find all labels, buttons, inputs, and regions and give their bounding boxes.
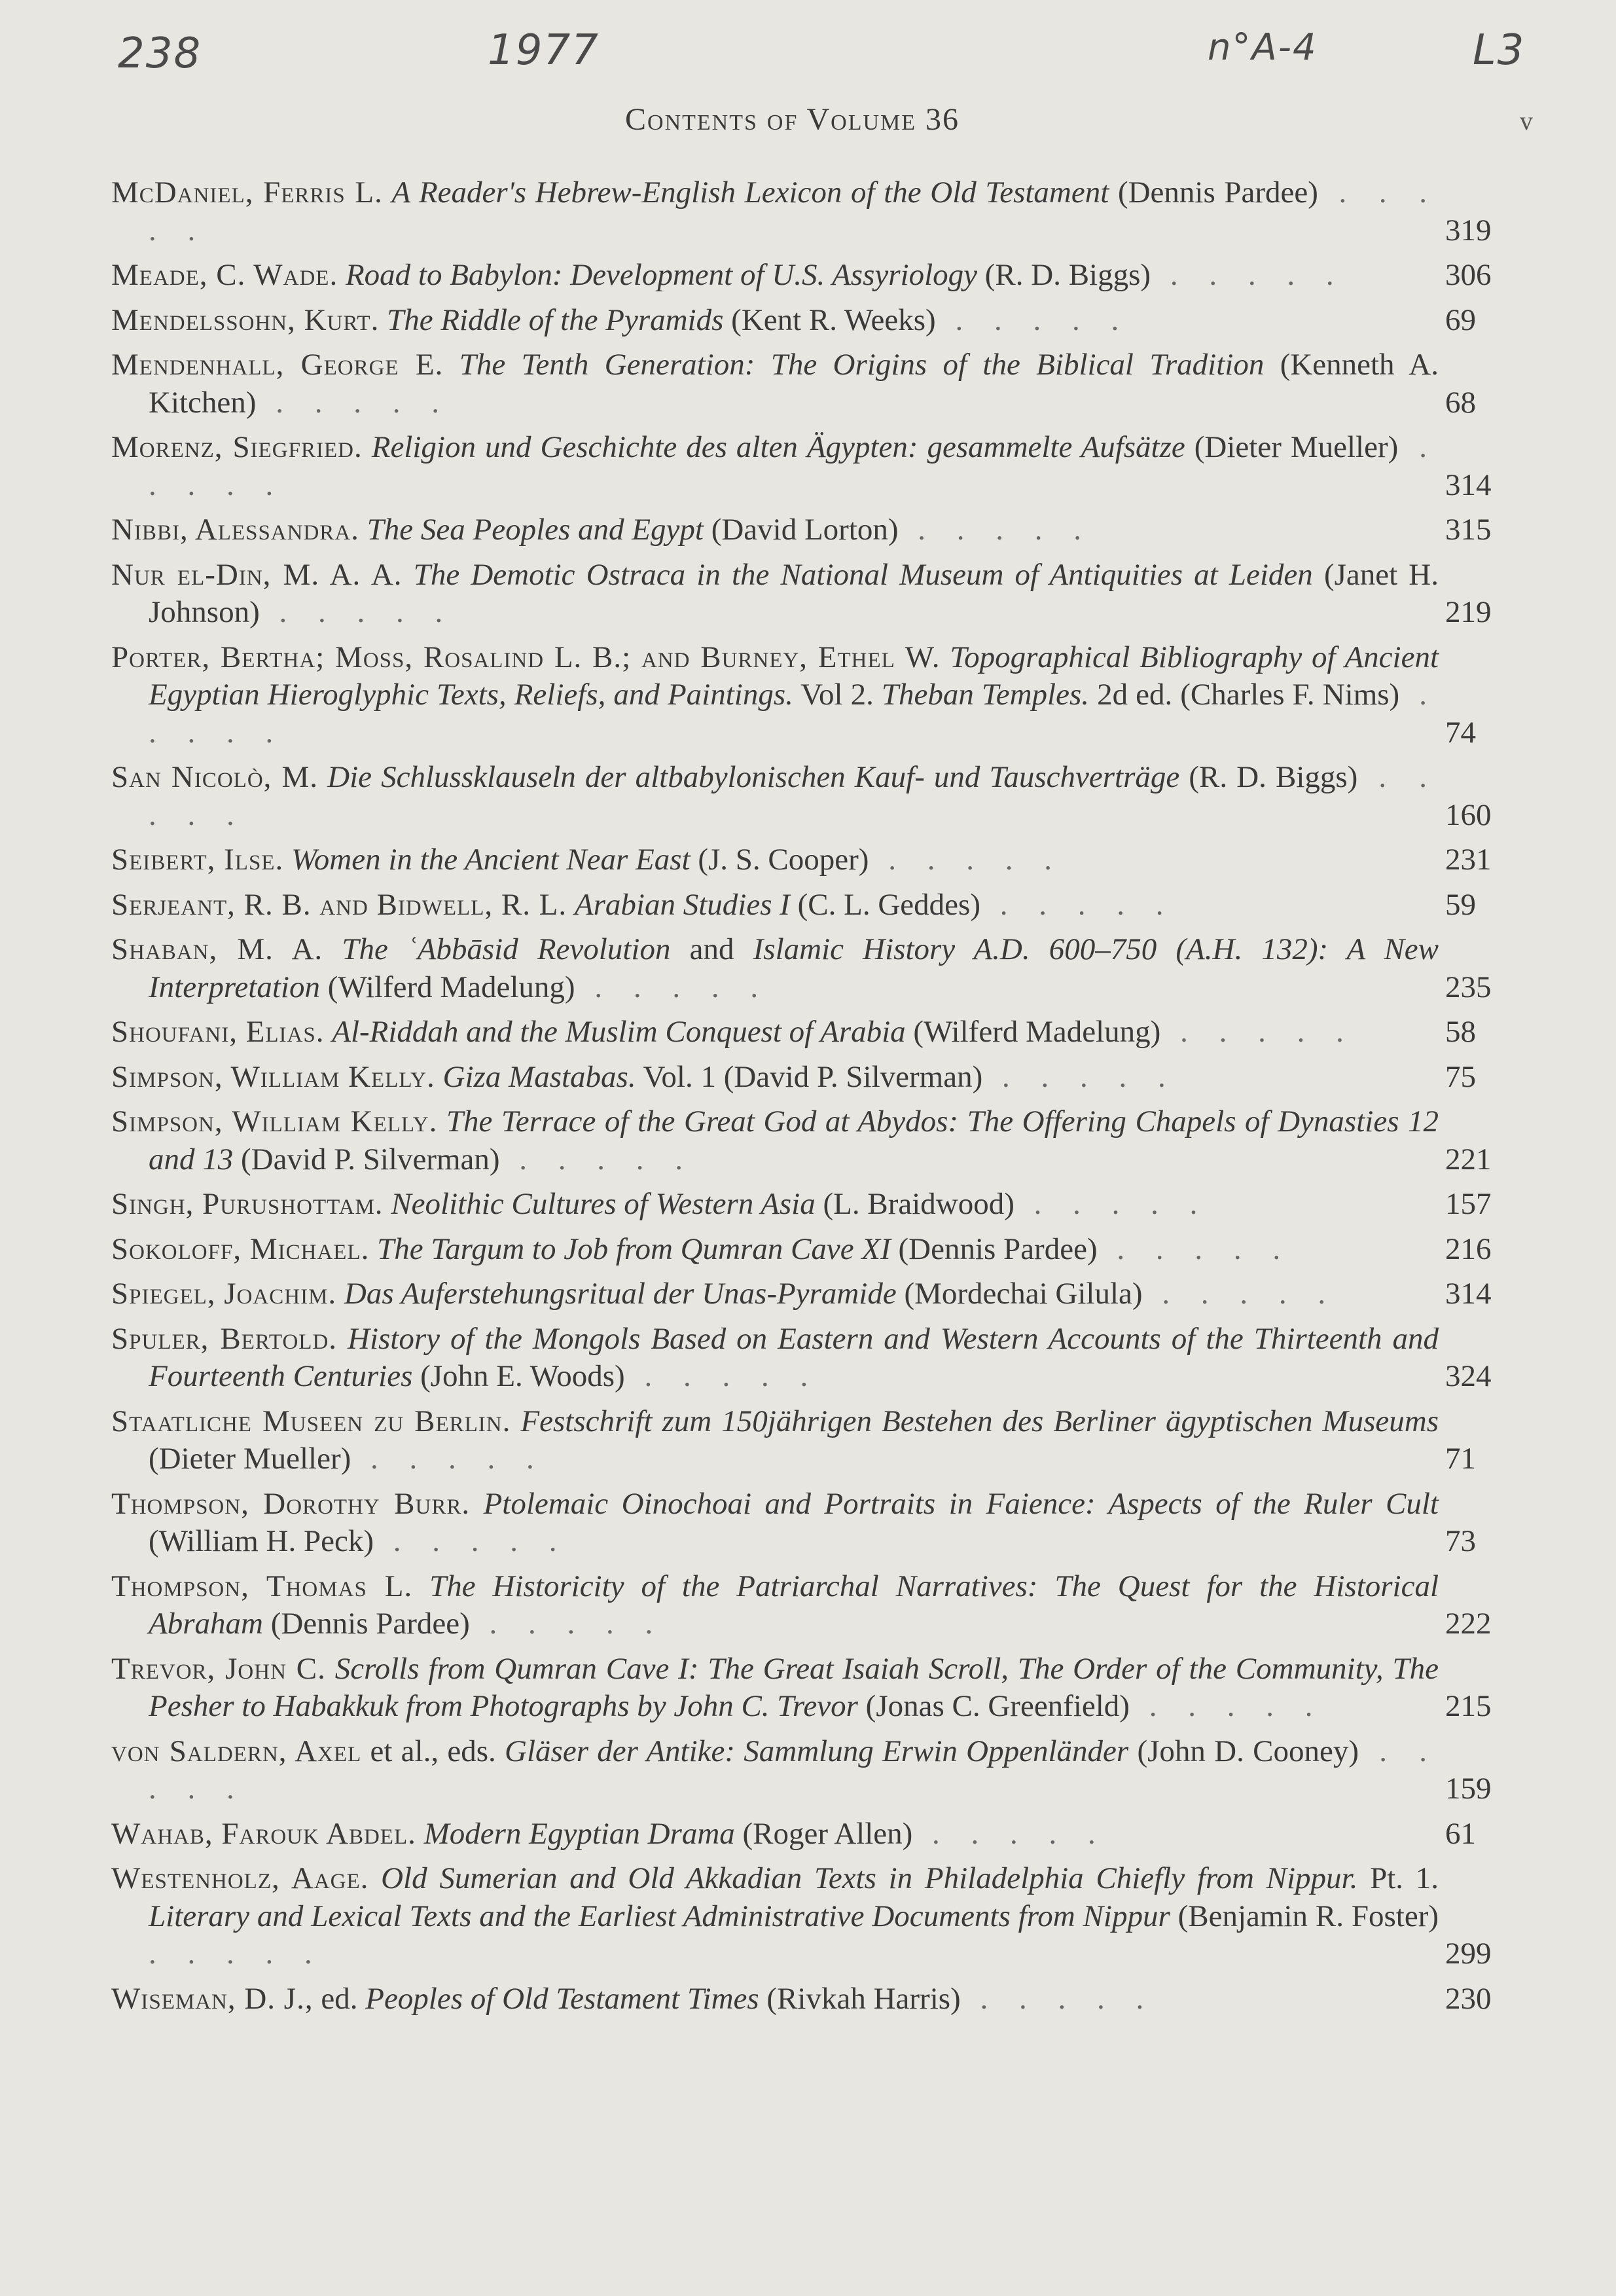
entry-page-number: 58 [1445, 1015, 1476, 1049]
contents-entry [111, 1321, 1537, 1396]
entry-title: Giza Mastabas. [442, 1059, 636, 1094]
entry-author: Nibbi, Alessandra. [111, 513, 359, 547]
entry-author: Sokoloff, Michael. [111, 1231, 370, 1266]
dot-leader: . . . . . [149, 760, 1439, 832]
entry-author: Morenz, Siegfried. [111, 430, 363, 464]
entry-reviewer: (R. D. Biggs) [1189, 760, 1358, 794]
contents-entry [111, 1231, 1537, 1269]
entry-author: Wiseman, D. J., [111, 1981, 314, 2016]
entry-author: Staatliche Museen zu Berlin. [111, 1404, 511, 1438]
entry-page-number: 216 [1445, 1231, 1492, 1266]
dot-leader: . . . . . [256, 385, 451, 420]
entry-author: Singh, Purushottam. [111, 1187, 384, 1221]
entry-page-number: 306 [1445, 258, 1492, 292]
entry-page-number: 221 [1445, 1142, 1492, 1176]
entry-title: Peoples of Old Testament Times [365, 1981, 759, 2016]
dot-leader: . . . . . [149, 1734, 1439, 1806]
dot-leader: . . . . . [149, 175, 1439, 247]
entry-page-number: 59 [1445, 887, 1476, 922]
entry-author: Spiegel, Joachim. [111, 1277, 337, 1311]
entry-reviewer: (Janet H. Johnson) [149, 557, 1439, 629]
entry-author: Serjeant, R. B. and Bidwell, R. L. [111, 887, 567, 922]
entry-page-number: 314 [1445, 467, 1492, 502]
contents-entry [111, 1403, 1537, 1478]
contents-entry [111, 346, 1537, 422]
entry-note: ed. [321, 1981, 358, 2016]
entry-note: and [689, 932, 734, 966]
entry-title: Die Schlussklauseln der altbabylonischen Kauf- und Tauschverträge [327, 760, 1180, 794]
contents-entry [111, 1013, 1537, 1051]
entry-page-number: 160 [1445, 797, 1492, 832]
entry-reviewer: (C. L. Geddes) [797, 887, 980, 922]
entry-reviewer: (Dieter Mueller) [149, 1442, 351, 1476]
contents-entry [111, 1059, 1537, 1097]
handwritten-number: 238 [118, 29, 202, 78]
contents-entry [111, 841, 1537, 879]
contents-entry [111, 1568, 1537, 1643]
entry-title: A Reader's Hebrew-English Lexicon of the Old Testament [391, 175, 1109, 210]
entry-author: von Saldern, Axel [111, 1734, 362, 1768]
header-page-number: v [1520, 106, 1533, 136]
dot-leader: . . . . . [1097, 1231, 1293, 1266]
contents-entry [111, 1815, 1537, 1853]
contents-entry [111, 759, 1537, 834]
entry-title: The Tenth Generation: The Origins of the Biblical Tradition [459, 348, 1265, 382]
entry-title: The Demotic Ostraca in the National Museum of Antiquities at Leiden [413, 557, 1313, 592]
entry-author: Spuler, Bertold. [111, 1321, 338, 1356]
entry-reviewer: (Kenneth A. Kitchen) [149, 348, 1439, 420]
entry-title: The Sea Peoples and Egypt [367, 513, 704, 547]
entry-page-number: 315 [1445, 513, 1492, 547]
handwritten-code: L3 [1473, 26, 1526, 75]
dot-leader: . . . . . [898, 513, 1094, 547]
entry-author: Mendelssohn, Kurt. [111, 302, 380, 337]
entry-page-number: 157 [1445, 1187, 1492, 1221]
entry-title: Islamic History A.D. 600–750 (A.H. 132): A New Interpretation [149, 932, 1439, 1004]
entry-page-number: 74 [1445, 715, 1476, 750]
entry-reviewer: (L. Braidwood) [823, 1187, 1014, 1221]
entry-author: Wahab, Farouk Abdel. [111, 1816, 416, 1851]
entry-author: Simpson, William Kelly. [111, 1104, 438, 1139]
contents-entry [111, 1485, 1537, 1561]
entry-title: Theban Temples. [881, 678, 1090, 712]
dot-leader: . . . . . [935, 302, 1131, 337]
entry-title: The Historicity of the Patriarchal Narratives: The Quest for the Historical Abraham [149, 1569, 1439, 1641]
entry-reviewer: (J. S. Cooper) [698, 843, 869, 877]
entry-author: Westenholz, Aage. [111, 1861, 369, 1895]
entry-reviewer: (Dennis Pardee) [898, 1231, 1098, 1266]
dot-leader: . . . . . [960, 1981, 1156, 2016]
entry-page-number: 222 [1445, 1607, 1492, 1641]
entry-page-number: 159 [1445, 1772, 1492, 1806]
running-title: Contents of Volume 36 [625, 102, 960, 137]
entry-reviewer: (Jonas C. Greenfield) [865, 1689, 1130, 1723]
entry-title: Neolithic Cultures of Western Asia [391, 1187, 816, 1221]
contents-entry [111, 1186, 1537, 1224]
entry-page-number: 69 [1445, 302, 1476, 337]
contents-entry [111, 1650, 1537, 1726]
dot-leader: . . . . . [624, 1359, 820, 1393]
entry-page-number: 71 [1445, 1442, 1476, 1476]
contents-entry [111, 511, 1537, 549]
entry-author: Meade, C. Wade. [111, 258, 338, 292]
entry-page-number: 61 [1445, 1816, 1476, 1851]
entry-title: The Targum to Job from Qumran Cave XI [377, 1231, 891, 1266]
contents-entry [111, 1980, 1537, 2018]
dot-leader: . . . . . [149, 430, 1439, 502]
dot-leader: . . . . . [575, 970, 770, 1004]
entry-author: Shaban, M. A. [111, 932, 323, 966]
dot-leader: . . . . . [351, 1442, 546, 1476]
entry-title: Ptolemaic Oinochoai and Portraits in Faience: Aspects of the Ruler Cult [483, 1486, 1439, 1521]
entry-title: The Terrace of the Great God at Abydos: The Offering Chapels of Dynasties 12 and 13 [149, 1104, 1439, 1176]
entry-reviewer: (R. D. Biggs) [984, 258, 1151, 292]
dot-leader: . . . . . [149, 678, 1439, 750]
contents-entry [111, 1103, 1537, 1178]
handwritten-year: 1977 [488, 26, 600, 75]
entry-title: Road to Babylon: Development of U.S. Assyriology [345, 258, 978, 292]
entry-reviewer: (Mordechai Gilula) [904, 1277, 1143, 1311]
dot-leader: . . . . . [1142, 1277, 1338, 1311]
entry-title: Modern Egyptian Drama [423, 1816, 735, 1851]
entry-title: Scrolls from Qumran Cave I: The Great Isaiah Scroll, The Order of the Community, The Pesher to Habakkuk from Photographs by John C. Trevor [149, 1651, 1439, 1723]
entry-title: Literary and Lexical Texts and the Earliest Administrative Documents from Nippur [149, 1899, 1170, 1933]
entry-reviewer: (Wilferd Madelung) [327, 970, 575, 1004]
entry-author: Thompson, Thomas L. [111, 1569, 413, 1603]
entry-title: Gläser der Antike: Sammlung Erwin Oppenländer [505, 1734, 1129, 1768]
entry-title: Das Auferstehungsritual der Unas-Pyramide [344, 1277, 897, 1311]
contents-entry [111, 302, 1537, 340]
entry-reviewer: (David P. Silverman) [723, 1059, 983, 1094]
entry-reviewer: (John E. Woods) [420, 1359, 625, 1393]
entry-reviewer: (Dennis Pardee) [1117, 175, 1318, 210]
entry-page-number: 299 [1445, 1937, 1492, 1971]
dot-leader: . . . . . [1129, 1689, 1325, 1723]
contents-entry [111, 886, 1537, 924]
contents-entry [111, 556, 1537, 632]
dot-leader: . . . . . [1151, 258, 1346, 292]
contents-entry [111, 1860, 1537, 1973]
dot-leader: . . . . . [374, 1524, 569, 1558]
entry-reviewer: (William H. Peck) [149, 1524, 374, 1558]
entry-note: Pt. 1. [1370, 1861, 1439, 1895]
dot-leader: . . . . . [469, 1607, 665, 1641]
entry-page-number: 230 [1445, 1981, 1492, 2016]
dot-leader: . . . . . [869, 843, 1064, 877]
entry-reviewer: (Benjamin R. Foster) [1177, 1899, 1439, 1933]
entry-page-number: 324 [1445, 1359, 1492, 1393]
entry-note: et al., eds. [370, 1734, 496, 1768]
entry-page-number: 68 [1445, 385, 1476, 420]
contents-list [111, 174, 1537, 2025]
contents-entry [111, 257, 1537, 295]
dot-leader: . . . . . [982, 1059, 1177, 1094]
entry-author: Simpson, William Kelly. [111, 1059, 435, 1094]
entry-reviewer: (Kent R. Weeks) [731, 302, 936, 337]
entry-page-number: 235 [1445, 970, 1492, 1004]
entry-title: Festschrift zum 150jährigen Bestehen des Berliner ägyptischen Museums [520, 1404, 1439, 1438]
entry-page-number: 75 [1445, 1059, 1476, 1094]
entry-title: Arabian Studies I [574, 887, 790, 922]
entry-reviewer: (David P. Silverman) [241, 1142, 500, 1176]
entry-title: Old Sumerian and Old Akkadian Texts in Philadelphia Chiefly from Nippur. [381, 1861, 1358, 1895]
entry-author: San Nicolò, M. [111, 760, 319, 794]
entry-note: 2d ed. [1097, 678, 1173, 712]
entry-author: Thompson, Dorothy Burr. [111, 1486, 471, 1521]
entry-page-number: 319 [1445, 213, 1492, 247]
entry-reviewer: (Dieter Mueller) [1194, 430, 1399, 464]
entry-title: The Riddle of the Pyramids [387, 302, 724, 337]
dot-leader: . . . . . [499, 1142, 695, 1176]
dot-leader: . . . . . [259, 595, 455, 629]
entry-reviewer: (Rivkah Harris) [766, 1981, 961, 2016]
contents-entry [111, 639, 1537, 752]
entry-reviewer: (Roger Allen) [742, 1816, 913, 1851]
entry-reviewer: (John D. Cooney) [1137, 1734, 1359, 1768]
entry-author: Shoufani, Elias. [111, 1015, 325, 1049]
contents-entry [111, 174, 1537, 249]
dot-leader: . . . . . [980, 887, 1176, 922]
entry-reviewer: (Dennis Pardee) [270, 1607, 470, 1641]
entry-page-number: 231 [1445, 843, 1492, 877]
entry-author: Nur el-Din, M. A. A. [111, 557, 403, 592]
dot-leader: . . . . . [149, 1937, 324, 1971]
entry-note: Vol 2. [800, 678, 874, 712]
entry-title: Religion und Geschichte des alten Ägypten: gesammelte Aufsätze [371, 430, 1185, 464]
page-header [0, 101, 1616, 147]
entry-page-number: 314 [1445, 1277, 1492, 1311]
entry-reviewer: (Charles F. Nims) [1180, 678, 1400, 712]
entry-title: Topographical Bibliography of Ancient Egyptian Hieroglyphic Texts, Reliefs, and Paintings. [149, 640, 1439, 712]
contents-entry [111, 1733, 1537, 1808]
dot-leader: . . . . . [1014, 1187, 1210, 1221]
entry-author: Trevor, John C. [111, 1651, 326, 1686]
handwritten-note: n°A-4 [1208, 26, 1318, 69]
entry-title: The ʿAbbāsid Revolution [342, 932, 671, 966]
contents-entry [111, 429, 1537, 504]
entry-title: Women in the Ancient Near East [291, 843, 691, 877]
contents-entry [111, 1275, 1537, 1313]
entry-author: McDaniel, Ferris L. [111, 175, 383, 210]
entry-reviewer: (David Lorton) [711, 513, 899, 547]
entry-page-number: 215 [1445, 1689, 1492, 1723]
entry-title: Al-Riddah and the Muslim Conquest of Arabia [332, 1015, 906, 1049]
entry-note: Vol. 1 [643, 1059, 716, 1094]
entry-author: Porter, Bertha; Moss, Rosalind L. B.; and Burney, Ethel W. [111, 640, 941, 674]
entry-title: History of the Mongols Based on Eastern and Western Accounts of the Thirteenth and Fourteenth Centuries [149, 1321, 1439, 1393]
entry-page-number: 219 [1445, 595, 1492, 629]
entry-author: Mendenhall, George E. [111, 348, 444, 382]
contents-entry [111, 931, 1537, 1006]
entry-page-number: 73 [1445, 1524, 1476, 1558]
entry-reviewer: (Wilferd Madelung) [913, 1015, 1161, 1049]
dot-leader: . . . . . [1160, 1015, 1356, 1049]
entry-author: Seibert, Ilse. [111, 843, 284, 877]
dot-leader: . . . . . [912, 1816, 1107, 1851]
